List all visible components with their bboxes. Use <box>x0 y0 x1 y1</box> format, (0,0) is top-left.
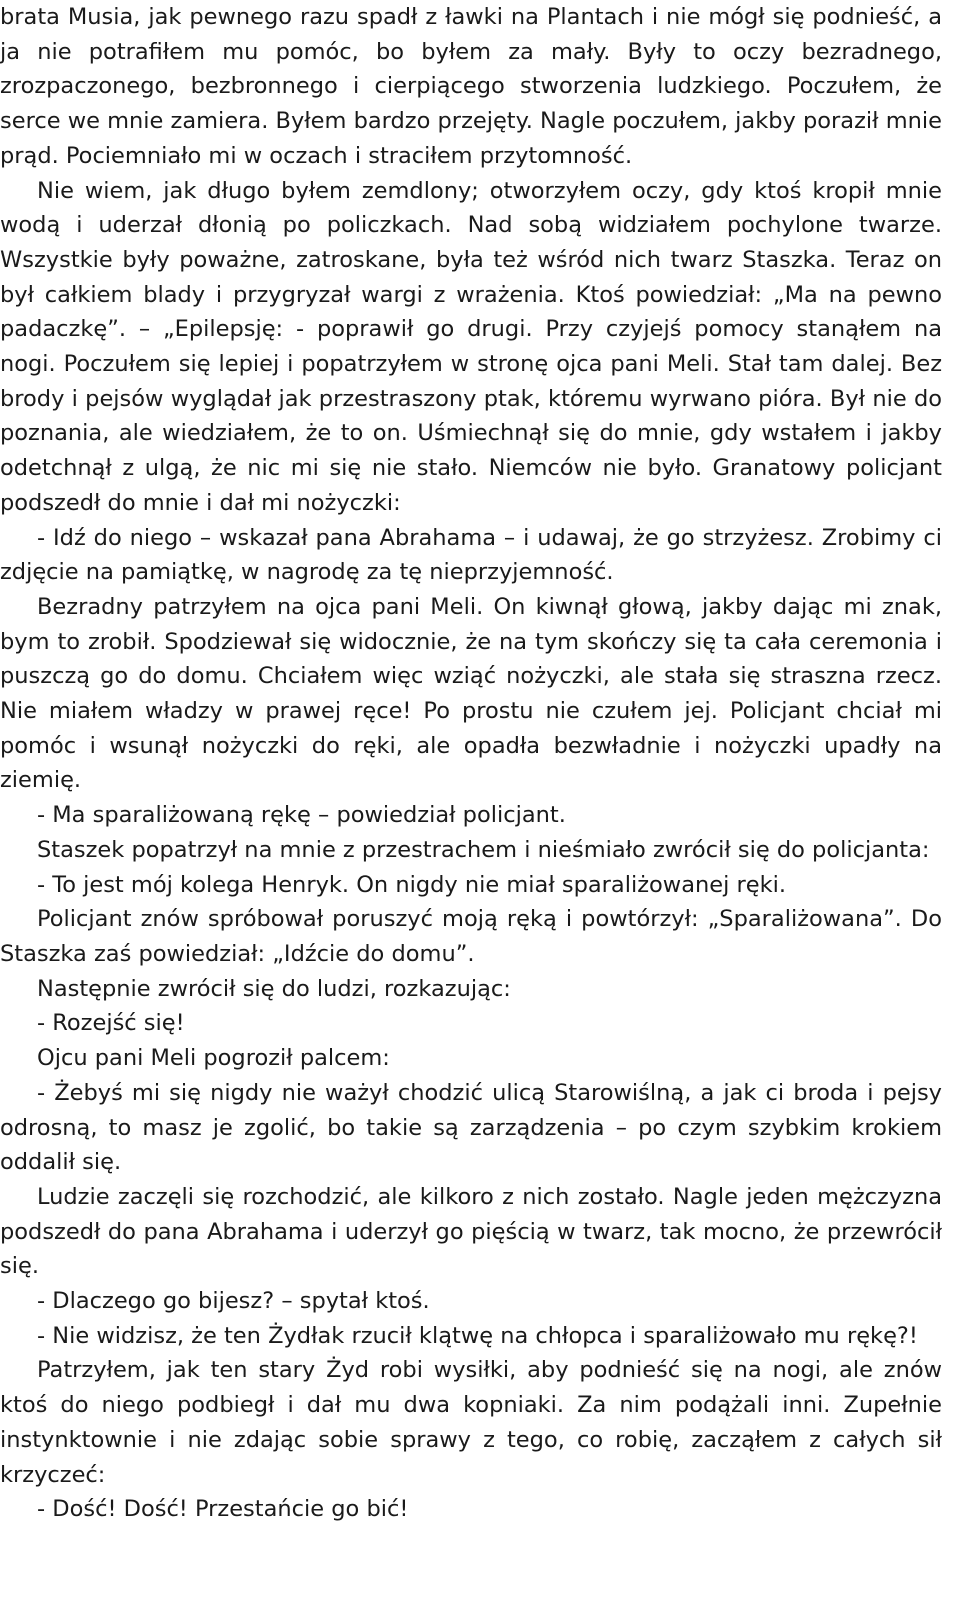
paragraph: Następnie zwrócił się do ludzi, rozkazując: <box>37 975 511 1002</box>
paragraph: Ludzie zaczęli się rozchodzić, ale kilkoro z nich zostało. Nagle jeden mężczyzna podszedł do pana Abrahama i uderzył go pięścią w twarz, tak mocno, że przewrócił się. <box>0 1183 942 1280</box>
paragraph-dialogue: - Dlaczego go bijesz? – spytał ktoś. <box>37 1288 430 1315</box>
paragraph: Staszek popatrzył na mnie z przestrachem i nieśmiało zwrócił się do policjanta: <box>37 836 930 863</box>
paragraph: Nie wiem, jak długo byłem zemdlony; otworzyłem oczy, gdy ktoś kropił mnie wodą i uderzał dłonią po policzkach. Nad sobą widziałem pochylone twarze. Wszystkie były poważne, zatroskane, była też wśród nich twarz Staszka. Teraz on był całkiem blady i przygryzał wargi z wrażenia. Ktoś powiedział: „Ma na pewno padaczkę”. – „Epilepsję: - poprawił go drugi. Przy czyjejś pomocy stanąłem na nogi. Poczułem się lepiej i popatrzyłem w stronę ojca pani Meli. Stał tam dalej. Bez brody i pejsów wyglądał jak przestraszony ptak, któremu wyrwano pióra. Był nie do poznania, ale wiedziałem, że to on. Uśmiechnął się do mnie, gdy wstałem i jakby odetchnął z ulgą, że nic mi się nie stało. Niemców nie było. Granatowy policjant podszedł do mnie i dał mi nożyczki: <box>0 177 942 516</box>
paragraph-dialogue: - Idź do niego – wskazał pana Abrahama – i udawaj, że go strzyżesz. Zrobimy ci zdjęcie na pamiątkę, w nagrodę za tę nieprzyjemność. <box>0 524 942 586</box>
paragraph-dialogue: - Nie widzisz, że ten Żydłak rzucił klątwę na chłopca i sparaliżowało mu rękę?! <box>37 1322 918 1349</box>
paragraph-dialogue: - To jest mój kolega Henryk. On nigdy nie miał sparaliżowanej ręki. <box>37 871 787 898</box>
paragraph-dialogue: - Dość! Dość! Przestańcie go bić! <box>37 1496 409 1523</box>
paragraph: Ojcu pani Meli pogroził palcem: <box>37 1045 390 1072</box>
paragraph-dialogue: - Żebyś mi się nigdy nie ważył chodzić ulicą Starowiślną, a jak ci broda i pejsy odrosną, to masz je zgolić, bo takie są zarządzenia – po czym szybkim krokiem oddalił się. <box>0 1079 942 1176</box>
paragraph: Patrzyłem, jak ten stary Żyd robi wysiłki, aby podnieść się na nogi, ale znów ktoś do niego podbiegł i dał mu dwa kopniaki. Za nim podążali inni. Zupełnie instynktownie i nie zdając sobie sprawy z tego, co robię, zacząłem z całych sił krzyczeć: <box>0 1357 942 1488</box>
paragraph-dialogue: - Rozejść się! <box>37 1010 185 1037</box>
paragraph: Policjant znów spróbował poruszyć moją ręką i powtórzył: „Sparaliżowana”. Do Staszka zaś powiedział: „Idźcie do domu”. <box>0 906 942 967</box>
paragraph-dialogue: - Ma sparaliżowaną rękę – powiedział policjant. <box>37 802 566 829</box>
paragraph-continuation: brata Musia, jak pewnego razu spadł z ławki na Plantach i nie mógł się podnieść, a ja nie potrafiłem mu pomóc, bo byłem za mały. Były to oczy bezradnego, zrozpaczonego, bezbronnego i cierpiącego stworzenia ludzkiego. Poczułem, że serce we mnie zamiera. Byłem bardzo przejęty. Nagle poczułem, jakby poraził mnie prąd. Pociemniało mi w oczach i straciłem przytomność. <box>0 4 942 169</box>
paragraph: Bezradny patrzyłem na ojca pani Meli. On kiwnął głową, jakby dając mi znak, bym to zrobił. Spodziewał się widocznie, że na tym skończy się ta cała ceremonia i puszczą go do domu. Chciałem więc wziąć nożyczki, ale stała się straszna rzecz. Nie miałem władzy w prawej ręce! Po prostu nie czułem jej. Policjant chciał mi pomóc i wsunął nożyczki do ręki, ale opadła bezwładnie i nożyczki upadły na ziemię. <box>0 593 942 794</box>
